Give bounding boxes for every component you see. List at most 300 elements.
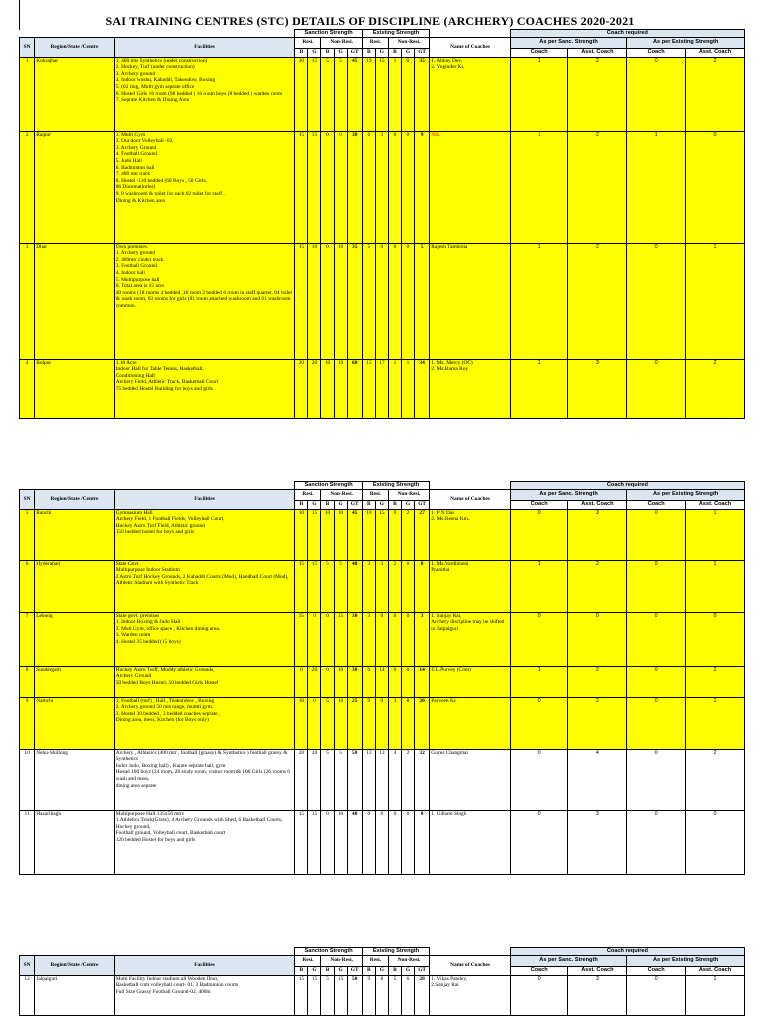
row-existing-value: 15: [375, 57, 388, 131]
row-sanction-value: 0: [321, 810, 334, 874]
row-existing-value: 9: [415, 131, 430, 243]
row-coach-required-value: 2: [686, 749, 745, 810]
left-margin-line: [19, 0, 20, 30]
row-existing-value: 3: [362, 560, 375, 612]
row-sanction-value: 5: [321, 749, 334, 810]
row-existing-value: 3: [388, 697, 401, 749]
row-sanction-value: 15: [308, 810, 321, 874]
row-coach-required-value: 0: [627, 612, 686, 666]
header-as-per-existing: As per Existing Strength: [627, 37, 745, 48]
row-coach-required-value: 1: [510, 57, 568, 131]
row-centre: Lebong: [35, 612, 114, 666]
table-row: [20, 749, 745, 810]
header-region: Region/State /Centre: [35, 37, 114, 57]
header-col-gt: GT: [347, 966, 362, 975]
header-col-b: B: [362, 48, 375, 57]
header-col-g: G: [308, 500, 321, 509]
row-existing-value: 6: [401, 975, 414, 1015]
header-name-of-coaches: Name of Coaches: [430, 955, 511, 975]
row-coach-required-value: 0: [627, 57, 686, 131]
row-coach-required-value: 0: [510, 749, 568, 810]
row-existing-value: 0: [375, 810, 388, 874]
row-sanction-value: 10: [321, 359, 334, 418]
table-row: [20, 697, 745, 749]
row-existing-value: 0: [375, 243, 388, 359]
row-sanction-value: 30: [347, 131, 362, 243]
row-coaches: 1. P N Das 2. Ms.Reena Km..: [430, 509, 511, 560]
row-existing-value: 9: [362, 975, 375, 1015]
row-coach-required-value: 0: [510, 509, 568, 560]
row-sanction-value: 15: [308, 975, 321, 1015]
header-sanction-strength: Sanction Strength: [295, 30, 362, 38]
header-col-g: G: [334, 966, 347, 975]
row-sanction-value: 15: [295, 612, 308, 666]
row-coach-required-value: 0: [568, 612, 627, 666]
coaches-table: [19, 29, 745, 419]
row-coach-required-value: 1: [627, 131, 686, 243]
row-coach-required-value: 2: [686, 666, 745, 697]
row-sanction-value: 0: [308, 612, 321, 666]
row-coaches: T.L.Purvey (Cont): [430, 666, 511, 697]
header-coach: Coach: [627, 48, 686, 57]
header-existing-nonresi: Non-Resi.: [388, 955, 429, 966]
header-coach-required: Coach required: [510, 948, 744, 956]
row-existing-value: 0: [375, 697, 388, 749]
row-sanction-value: 0: [321, 131, 334, 243]
header-col-b: B: [388, 48, 401, 57]
row-existing-value: 0: [375, 612, 388, 666]
row-sanction-value: 25: [347, 697, 362, 749]
header-existing-strength: Existing Strength: [362, 482, 429, 490]
row-existing-value: 0: [401, 810, 414, 874]
row-sn: 4: [20, 359, 35, 418]
row-coach-required-value: 0: [627, 666, 686, 697]
row-facilities: Archery , Athletics (400 mtr , football (grassy) & Synthetics ) football grassy & Synthetics Indor Judo, Boxing hall) , Karate seprate hall, gym Hostel 100 boys (24 room, 28 study room, visitor room)& 100 Girls (26 rooms 6 wash and mess, dining area seprate: [114, 749, 295, 810]
row-coach-required-value: 1: [686, 560, 745, 612]
row-existing-value: 20: [415, 697, 430, 749]
row-coach-required-value: 1: [510, 131, 568, 243]
row-sn: 5: [20, 509, 35, 560]
row-existing-value: 15: [375, 509, 388, 560]
row-existing-value: 0: [362, 810, 375, 874]
header-col-g: G: [375, 500, 388, 509]
header-sanction-resi: Resi.: [295, 489, 321, 500]
row-centre: Namchi: [35, 697, 114, 749]
row-sn: 7: [20, 612, 35, 666]
header-col-gt: GT: [415, 500, 430, 509]
row-sanction-value: 40: [347, 810, 362, 874]
row-existing-value: 5: [362, 243, 375, 359]
header-col-g: G: [375, 966, 388, 975]
row-sanction-value: 20: [308, 359, 321, 418]
header-existing-resi: Resi.: [362, 489, 388, 500]
coaches-table: [19, 481, 745, 875]
header-col-b: B: [388, 966, 401, 975]
row-sanction-value: 5: [334, 560, 347, 612]
row-coach-required-value: 0: [510, 612, 568, 666]
header-col-b: B: [295, 966, 308, 975]
row-sn: 6: [20, 560, 35, 612]
row-centre: Nehu-Shillong: [35, 749, 114, 810]
row-sanction-value: 15: [334, 612, 347, 666]
table-row: [20, 359, 745, 418]
row-coaches: Rajesh Tambolia: [430, 243, 511, 359]
header-col-g: G: [401, 500, 414, 509]
header-region: Region/State /Centre: [35, 955, 114, 975]
row-existing-value: 9: [362, 697, 375, 749]
row-coaches: 1. Sanjay Rai, Archery discipline may be shifted to Jalpaiguri: [430, 612, 511, 666]
header-blank: [20, 30, 295, 38]
row-sanction-value: 0: [295, 666, 308, 697]
row-existing-value: 8: [375, 975, 388, 1015]
row-coach-required-value: 2: [568, 666, 627, 697]
header-sanction-nonresi: Non-Resi.: [321, 955, 362, 966]
table-row: [20, 243, 745, 359]
row-existing-value: 8: [415, 560, 430, 612]
table-row: [20, 560, 745, 612]
row-coach-required-value: 0: [627, 560, 686, 612]
row-coach-required-value: 0: [627, 243, 686, 359]
header-blank: [430, 948, 511, 956]
row-coaches: 1. Ms.Vardhineni Pranitha: [430, 560, 511, 612]
row-coach-required-value: 0: [510, 810, 568, 874]
header-asst-coach: Asst. Coach: [568, 966, 627, 975]
header-sn: SN: [20, 37, 35, 57]
row-centre: Kokrajhar: [35, 57, 114, 131]
header-col-g: G: [308, 48, 321, 57]
header-col-b: B: [295, 48, 308, 57]
header-col-b: B: [362, 500, 375, 509]
row-coach-required-value: 3: [568, 359, 627, 418]
row-centre: Raipur: [35, 131, 114, 243]
row-existing-value: 2: [388, 560, 401, 612]
row-sanction-value: 15: [295, 243, 308, 359]
row-coach-required-value: 0: [627, 509, 686, 560]
row-existing-value: 0: [388, 810, 401, 874]
header-facilities: Facilities: [114, 489, 295, 509]
row-existing-value: 0: [401, 243, 414, 359]
row-sanction-value: 10: [334, 666, 347, 697]
row-sanction-value: 0: [321, 612, 334, 666]
header-col-gt: GT: [347, 48, 362, 57]
row-sn: 3: [20, 243, 35, 359]
row-existing-value: 3: [375, 131, 388, 243]
header-col-b: B: [388, 500, 401, 509]
header-col-g: G: [401, 966, 414, 975]
row-existing-value: 3: [362, 612, 375, 666]
row-sanction-value: 20: [295, 359, 308, 418]
row-sanction-value: 45: [347, 509, 362, 560]
row-sn: 10: [20, 749, 35, 810]
row-sanction-value: 0: [308, 697, 321, 749]
row-facilities: 1. Football (turf) , Hall , Teakondow , Boxing 2. Archery ground 50 mts range, mumti gym. 3. Hostel 30 bedded , 3 bedded coaches seprate , Dining area, mess, Kitchen (for Boys only): [114, 697, 295, 749]
row-sn: 2: [20, 131, 35, 243]
row-facilities: 1.18 Acre Indoor Hall for Table Tennis, Basketball, Conditioning Hall Archery Field, Athletic Track, Basketball Court 75 bedded Hostel Building for boys and girls: [114, 359, 295, 418]
row-coach-required-value: 1: [686, 697, 745, 749]
row-facilities: State govt. premises 1. Indoor Boxing & Judo Hall 2. Muti Gym, office space , Kitchen dining area. 3. Warden room 4. Hostel 35 bedded (15 boys): [114, 612, 295, 666]
row-sanction-value: 50: [347, 975, 362, 1015]
row-sn: 1: [20, 57, 35, 131]
row-coach-required-value: 0: [510, 697, 568, 749]
header-blank: [430, 482, 511, 490]
row-sanction-value: 10: [334, 810, 347, 874]
row-existing-value: 0: [415, 810, 430, 874]
row-sanction-value: 15: [295, 810, 308, 874]
row-facilities: Own premises. 1. Archery ground 2. 400mtr cinder track 3. Football Ground 4. Indoor hall 5. Multipurpose hall 6. Total area is 15 acer 40 rooms (18 rooms 4 bedded ,16 room 2 bedded 6 room in staff quarter, 04 toilet & wash room, 03 rooms for girls (01 room attached washroom and 01 washroom common.: [114, 243, 295, 359]
row-sanction-value: 15: [334, 975, 347, 1015]
row-facilities: 1. 400 mts Synthetics (under construction) 2. Hockey, Turf (under construction) 3. Archery ground 4. Indoor wushu, Kabaddi, Takendow, Boxing 5. (02 ring, Multi gym seprate office 6. Hostel Girls 16 room (98 bedded ) 16 room boys (8 bedded ) warden room 7. Seprate Kitchen & Dining Area: [114, 57, 295, 131]
row-existing-value: 28: [415, 975, 430, 1015]
row-existing-value: 13: [362, 749, 375, 810]
row-facilities: Gymnasium Hall Archery Field, 1 Football Fields, Volleyball Court, Hockey Astro Turf Field, Athletic ground 150 bedded hostel for boys and girls: [114, 509, 295, 560]
header-asst-coach: Asst. Coach: [568, 500, 627, 509]
row-coach-required-value: 2: [568, 131, 627, 243]
row-existing-value: 4: [388, 749, 401, 810]
header-coach: Coach: [627, 966, 686, 975]
row-coach-required-value: 1: [510, 560, 568, 612]
header-facilities: Facilities: [114, 955, 295, 975]
row-coach-required-value: 0: [627, 975, 686, 1015]
row-coaches: Parveen Kr.: [430, 697, 511, 749]
row-coach-required-value: 1: [510, 359, 568, 418]
row-coach-required-value: 3: [568, 810, 627, 874]
row-coach-required-value: 2: [568, 560, 627, 612]
header-asst-coach: Asst. Coach: [686, 500, 745, 509]
row-existing-value: 5: [415, 243, 430, 359]
header-existing-strength: Existing Strength: [362, 30, 429, 38]
row-coach-required-value: 0: [686, 612, 745, 666]
row-coach-required-value: 1: [510, 243, 568, 359]
header-col-b: B: [321, 500, 334, 509]
header-coach-required: Coach required: [510, 482, 744, 490]
row-centre: Ranchi: [35, 509, 114, 560]
row-centre: Hyderabad: [35, 560, 114, 612]
table-row: [20, 131, 745, 243]
row-sn: 12: [20, 975, 35, 1015]
row-sanction-value: 10: [295, 697, 308, 749]
row-existing-value: 0: [401, 131, 414, 243]
table-row: [20, 810, 745, 874]
row-existing-value: 0: [401, 560, 414, 612]
row-existing-value: 2: [401, 509, 414, 560]
header-existing-strength: Existing Strength: [362, 948, 429, 956]
row-coach-required-value: 0: [627, 359, 686, 418]
header-name-of-coaches: Name of Coaches: [430, 489, 511, 509]
row-coach-required-value: 1: [686, 243, 745, 359]
row-coaches: 1. Udham Singh: [430, 810, 511, 874]
coaches-table: [19, 947, 745, 1016]
header-region: Region/State /Centre: [35, 489, 114, 509]
row-coach-required-value: 4: [568, 749, 627, 810]
row-existing-value: 19: [362, 57, 375, 131]
header-blank: [430, 30, 511, 38]
header-name-of-coaches: Name of Coaches: [430, 37, 511, 57]
row-existing-value: 1: [388, 359, 401, 418]
row-coach-required-value: 2: [568, 57, 627, 131]
row-sanction-value: 10: [295, 509, 308, 560]
row-coach-required-value: 0: [627, 810, 686, 874]
header-sanction-resi: Resi.: [295, 37, 321, 48]
header-asst-coach: Asst. Coach: [686, 48, 745, 57]
header-sn: SN: [20, 955, 35, 975]
row-existing-value: 3: [415, 612, 430, 666]
row-coach-required-value: 2: [686, 359, 745, 418]
row-existing-value: 0: [401, 666, 414, 697]
row-sanction-value: 30: [347, 666, 362, 697]
row-sanction-value: 0: [334, 131, 347, 243]
row-existing-value: 2: [401, 749, 414, 810]
row-sanction-value: 15: [308, 57, 321, 131]
row-sanction-value: 20: [295, 749, 308, 810]
header-as-per-sanction: As per Sanc. Strength: [510, 37, 626, 48]
row-existing-value: 0: [388, 666, 401, 697]
row-coaches: NIL: [430, 131, 511, 243]
header-col-b: B: [362, 966, 375, 975]
table-row: [20, 509, 745, 560]
header-col-g: G: [375, 48, 388, 57]
row-sanction-value: 20: [295, 57, 308, 131]
row-centre: Hazaribagh: [35, 810, 114, 874]
header-col-gt: GT: [415, 966, 430, 975]
header-sanction-nonresi: Non-Resi.: [321, 37, 362, 48]
header-col-g: G: [401, 48, 414, 57]
row-centre: Sundergarh: [35, 666, 114, 697]
row-sanction-value: 5: [321, 560, 334, 612]
row-sanction-value: 5: [321, 57, 334, 131]
row-existing-value: 0: [401, 57, 414, 131]
header-sanction-nonresi: Non-Resi.: [321, 489, 362, 500]
row-existing-value: 14: [415, 666, 430, 697]
header-coach: Coach: [627, 500, 686, 509]
row-sanction-value: 15: [295, 975, 308, 1015]
row-sanction-value: 45: [347, 57, 362, 131]
row-existing-value: 35: [415, 57, 430, 131]
row-coach-required-value: 3: [568, 975, 627, 1015]
header-existing-nonresi: Non-Resi.: [388, 489, 429, 500]
page-title: SAI TRAINING CENTRES (STC) DETAILS OF DISCIPLINE (ARCHERY) COACHES 2020-2021: [105, 14, 635, 28]
row-sanction-value: 10: [334, 243, 347, 359]
row-sanction-value: 10: [308, 243, 321, 359]
row-existing-value: 0: [388, 131, 401, 243]
row-sanction-value: 10: [334, 359, 347, 418]
header-coach-required: Coach required: [510, 30, 744, 38]
row-sanction-value: 15: [308, 509, 321, 560]
row-sanction-value: 35: [347, 243, 362, 359]
header-col-g: G: [334, 48, 347, 57]
row-existing-value: 15: [362, 359, 375, 418]
row-coach-required-value: 1: [686, 975, 745, 1015]
row-sanction-value: 20: [308, 749, 321, 810]
row-existing-value: 1: [388, 57, 401, 131]
row-sanction-value: 50: [347, 749, 362, 810]
row-facilities: Multi Facility Indoor stadium all Wooden floor, Basketball cum volleyball court- 01, 3 Badminton courts Full Size Grassy Football Ground-02, 400m: [114, 975, 295, 1015]
row-coach-required-value: 2: [568, 243, 627, 359]
row-facilities: Multipurpose Hall 135x56 mtrs 1.Athletics Track(Grass), 4 Archery Grounds with Shed, 6 Basketball Courts, Hockey ground, Football ground, Volleyball court, Basketball court 120 bedded Hostel for boys and girls: [114, 810, 295, 874]
header-coach: Coach: [510, 500, 568, 509]
header-asst-coach: Asst. Coach: [568, 48, 627, 57]
row-sanction-value: 10: [334, 697, 347, 749]
row-coaches: 1. Vikas Pandey, 2.Sanjay Rai: [430, 975, 511, 1015]
header-sanction-resi: Resi.: [295, 955, 321, 966]
row-coach-required-value: 1: [686, 509, 745, 560]
header-asst-coach: Asst. Coach: [686, 966, 745, 975]
header-col-gt: GT: [415, 48, 430, 57]
row-coach-required-value: 0: [627, 697, 686, 749]
row-coaches: 1. Abhay Dev, 2. Yoginder Kr.: [430, 57, 511, 131]
row-facilities: Hockey Astro Turff, Muddy athletic Grounds, Archery Ground 50 bedded Boys Hostel, 50 bedded Girls Hostel: [114, 666, 295, 697]
row-sn: 11: [20, 810, 35, 874]
header-col-b: B: [295, 500, 308, 509]
header-coach: Coach: [510, 966, 568, 975]
table-row: [20, 666, 745, 697]
header-col-b: B: [321, 48, 334, 57]
row-existing-value: 0: [362, 666, 375, 697]
header-blank: [20, 948, 295, 956]
header-existing-resi: Resi.: [362, 955, 388, 966]
row-existing-value: 27: [415, 509, 430, 560]
row-existing-value: 0: [388, 612, 401, 666]
table-row: [20, 975, 745, 1015]
header-sn: SN: [20, 489, 35, 509]
row-existing-value: 6: [362, 131, 375, 243]
header-col-g: G: [308, 966, 321, 975]
row-sanction-value: 40: [347, 560, 362, 612]
header-col-gt: GT: [347, 500, 362, 509]
row-existing-value: 3: [375, 560, 388, 612]
header-blank: [20, 482, 295, 490]
header-existing-resi: Resi.: [362, 37, 388, 48]
row-existing-value: 17: [375, 359, 388, 418]
row-sanction-value: 60: [347, 359, 362, 418]
row-sanction-value: 5: [321, 975, 334, 1015]
row-coaches: Gurus Changmai: [430, 749, 511, 810]
row-coach-required-value: 2: [568, 697, 627, 749]
header-as-per-sanction: As per Sanc. Strength: [510, 489, 626, 500]
row-facilities: 1. Multi Gym 2. Out door Volleyball -02, 3. Archery Ground 4. Football Ground 5. Judo Hall 6. Badminton hall 7. 400 mtr track 8. Hostel -110 bedded (60 Boys , 50 Girls, 06 Doormatiories) 9. 8 washroom & toilet for each 02 toilet for staff , Dining & Kitchen area: [114, 131, 295, 243]
row-existing-value: 0: [401, 612, 414, 666]
row-existing-value: 0: [388, 243, 401, 359]
header-sanction-strength: Sanction Strength: [295, 948, 362, 956]
row-sanction-value: 0: [321, 666, 334, 697]
row-sanction-value: 10: [334, 509, 347, 560]
row-facilities: State Govt. Multipurpose Indoor Stadium 2 Astro Turf Hockey Grounds, 2 Kabaddi Courts (Mud), Handball Court (Mud), Athletic Stadium with Synthetic Track: [114, 560, 295, 612]
row-coaches: 1. Ms. Mercy (OC) 2. Ms.Ruma Roy: [430, 359, 511, 418]
row-sanction-value: 5: [334, 749, 347, 810]
row-coach-required-value: 0: [686, 810, 745, 874]
row-centre: Jalpaiguri: [35, 975, 114, 1015]
row-existing-value: 34: [415, 359, 430, 418]
header-existing-nonresi: Non-Resi.: [388, 37, 429, 48]
row-existing-value: 1: [401, 359, 414, 418]
header-as-per-existing: As per Existing Strength: [627, 489, 745, 500]
row-coach-required-value: 0: [686, 131, 745, 243]
table-row: [20, 612, 745, 666]
row-sanction-value: 15: [308, 560, 321, 612]
row-centre: Dhar: [35, 243, 114, 359]
row-coach-required-value: 1: [510, 666, 568, 697]
row-coach-required-value: 3: [568, 509, 627, 560]
row-sanction-value: 15: [308, 131, 321, 243]
header-sanction-strength: Sanction Strength: [295, 482, 362, 490]
header-coach: Coach: [510, 48, 568, 57]
header-col-g: G: [334, 500, 347, 509]
row-existing-value: 0: [388, 509, 401, 560]
row-sanction-value: 5: [334, 57, 347, 131]
table-section-1: [19, 29, 745, 419]
header-facilities: Facilities: [114, 37, 295, 57]
row-sanction-value: 20: [308, 666, 321, 697]
row-existing-value: 5: [388, 975, 401, 1015]
